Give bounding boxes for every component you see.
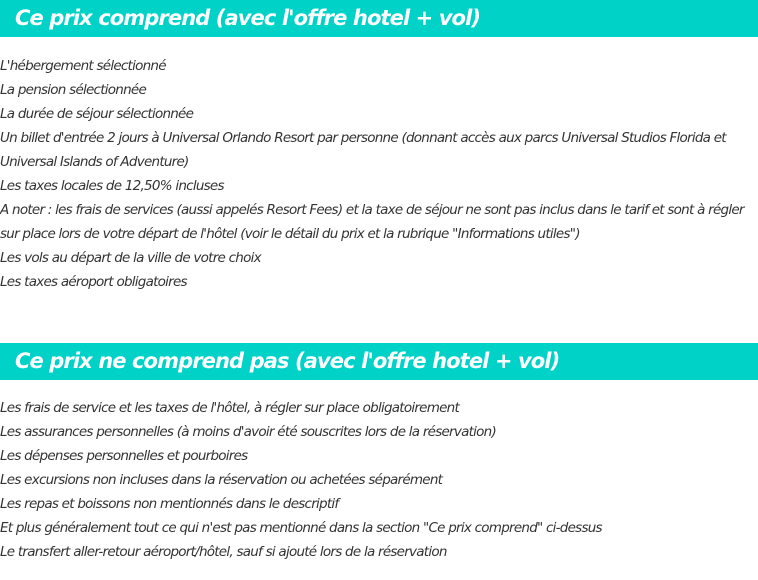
list-item: A noter : les frais de services (aussi appelés Resort Fees) et la taxe de séjour ne sont pas inclus dans le tarif et sont à régler sur place lors de votre départ de l'hôtel (voir le détail du prix et la rubrique "Informations utiles") [0,202,744,242]
list-item: Les repas et boissons non mentionnés dans le descriptif [0,496,339,512]
price-includes-list [0,54,758,294]
price-excludes-header [0,343,758,380]
list-item: Les frais de service et les taxes de l'hôtel, à régler sur place obligatoirement [0,400,460,416]
list-item: Les taxes locales de 12,50% incluses [0,178,224,194]
list-item: Et plus généralement tout ce qui n'est pas mentionné dans la section "Ce prix comprend" ci-dessus [0,520,602,536]
list-item: Les excursions non incluses dans la réservation ou achetées séparément [0,472,443,488]
list-item: Les dépenses personnelles et pourboires [0,448,248,464]
price-excludes-title: Ce prix ne comprend pas (avec l'offre hotel + vol) [15,349,560,373]
price-includes-header [0,0,758,37]
list-item: La pension sélectionnée [0,82,147,98]
list-item: Un billet d'entrée 2 jours à Universal Orlando Resort par personne (donnant accès aux parcs Universal Studios Florida et Universal Islands of Adventure) [0,130,726,170]
list-item: L'hébergement sélectionné [0,58,166,74]
list-item: Les vols au départ de la ville de votre choix [0,250,261,266]
price-excludes-section [0,343,758,564]
list-item: Le transfert aller-retour aéroport/hôtel, sauf si ajouté lors de la réservation [0,544,447,560]
price-includes-title: Ce prix comprend (avec l'offre hotel + vol) [15,6,481,30]
price-excludes-list [0,396,758,564]
list-item: La durée de séjour sélectionnée [0,106,194,122]
list-item: Les assurances personnelles (à moins d'avoir été souscrites lors de la réservation) [0,424,496,440]
list-item: Les taxes aéroport obligatoires [0,274,187,290]
